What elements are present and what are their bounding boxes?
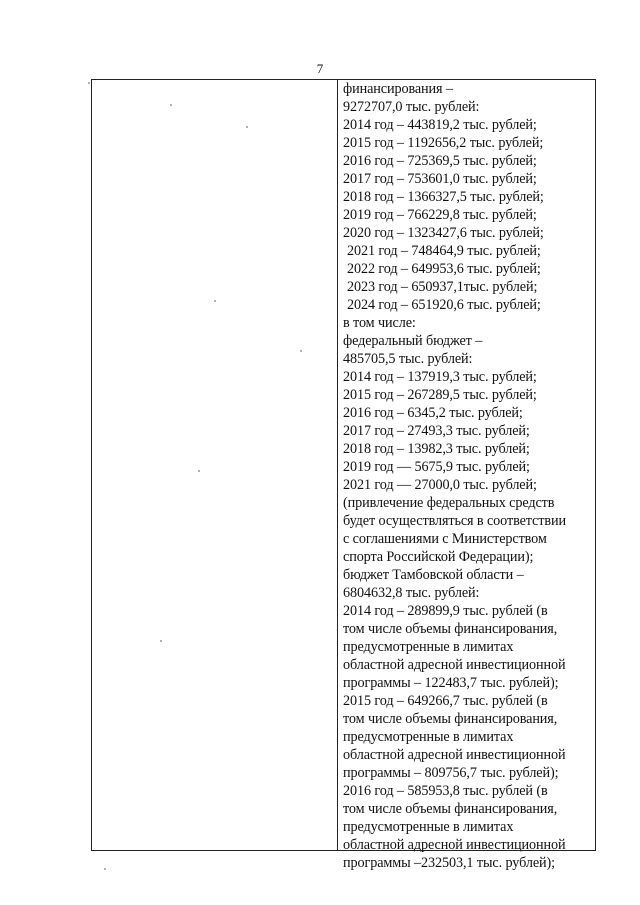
scan-speck (198, 470, 200, 472)
text-line: областной адресной инвестиционной (343, 657, 566, 673)
scan-speck (246, 126, 248, 128)
text-line: предусмотренные в лимитах (343, 729, 514, 745)
text-line: 2023 год – 650937,1тыс. рублей; (347, 279, 538, 295)
text-line: 9272707,0 тыс. рублей: (343, 99, 480, 115)
text-line: 2017 год – 27493,3 тыс. рублей; (343, 423, 530, 439)
text-line: 2015 год – 267289,5 тыс. рублей; (343, 387, 537, 403)
text-line: областной адресной инвестиционной (343, 837, 566, 853)
text-line: спорта Российской Федерации); (343, 549, 534, 565)
text-line: 2016 год – 585953,8 тыс. рублей (в (343, 783, 548, 799)
text-line: с соглашениями с Министерством (343, 531, 547, 547)
text-line: 2014 год – 137919,3 тыс. рублей; (343, 369, 537, 385)
text-line: федеральный бюджет – (343, 333, 483, 349)
text-line: 6804632,8 тыс. рублей: (343, 585, 480, 601)
text-line: 2015 год – 649266,7 тыс. рублей (в (343, 693, 548, 709)
text-line: 2018 год – 1366327,5 тыс. рублей; (343, 189, 544, 205)
text-line: предусмотренные в лимитах (343, 819, 514, 835)
text-line: том числе объемы финансирования, (343, 801, 558, 817)
text-line: 2014 год – 443819,2 тыс. рублей; (343, 117, 537, 133)
text-line: 2016 год – 725369,5 тыс. рублей; (343, 153, 537, 169)
text-line: том числе объемы финансирования, (343, 621, 558, 637)
text-line: программы – 122483,7 тыс. рублей); (343, 675, 559, 691)
text-line: 2018 год – 13982,3 тыс. рублей; (343, 441, 530, 457)
text-line: 2014 год – 289899,9 тыс. рублей (в (343, 603, 548, 619)
scan-speck (300, 350, 302, 352)
text-line: будет осуществляться в соответствии (343, 513, 566, 529)
text-line: областной адресной инвестиционной (343, 747, 566, 763)
text-line: том числе объемы финансирования, (343, 711, 558, 727)
column-divider (337, 79, 338, 851)
text-line: финансирования – (343, 81, 453, 97)
text-line: в том числе: (343, 315, 416, 331)
text-line: 2015 год – 1192656,2 тыс. рублей; (343, 135, 544, 151)
text-line: программы –232503,1 тыс. рублей); (343, 855, 556, 871)
text-line: 485705,5 тыс. рублей: (343, 351, 473, 367)
text-line: 2019 год — 5675,9 тыс. рублей; (343, 459, 530, 475)
text-line: бюджет Тамбовской области – (343, 567, 524, 583)
scan-speck (214, 300, 216, 302)
text-line: (привлечение федеральных средств (343, 495, 555, 511)
text-line: 2021 год – 748464,9 тыс. рублей; (347, 243, 541, 259)
text-line: 2019 год – 766229,8 тыс. рублей; (343, 207, 537, 223)
text-line: 2016 год – 6345,2 тыс. рублей; (343, 405, 523, 421)
page-number: 7 (316, 61, 324, 76)
financing-text-cell (343, 80, 593, 872)
text-line: программы – 809756,7 тыс. рублей); (343, 765, 559, 781)
text-line: 2020 год – 1323427,6 тыс. рублей; (343, 225, 544, 241)
text-line: 2022 год – 649953,6 тыс. рублей; (347, 261, 541, 277)
text-line: 2017 год – 753601,0 тыс. рублей; (343, 171, 537, 187)
text-line: 2021 год — 27000,0 тыс. рублей; (343, 477, 537, 493)
text-line: предусмотренные в лимитах (343, 639, 514, 655)
scan-speck (170, 104, 172, 106)
scan-speck (104, 868, 106, 870)
scan-speck (88, 82, 90, 84)
scan-speck (160, 640, 162, 642)
text-line: 2024 год – 651920,6 тыс. рублей; (347, 297, 541, 313)
